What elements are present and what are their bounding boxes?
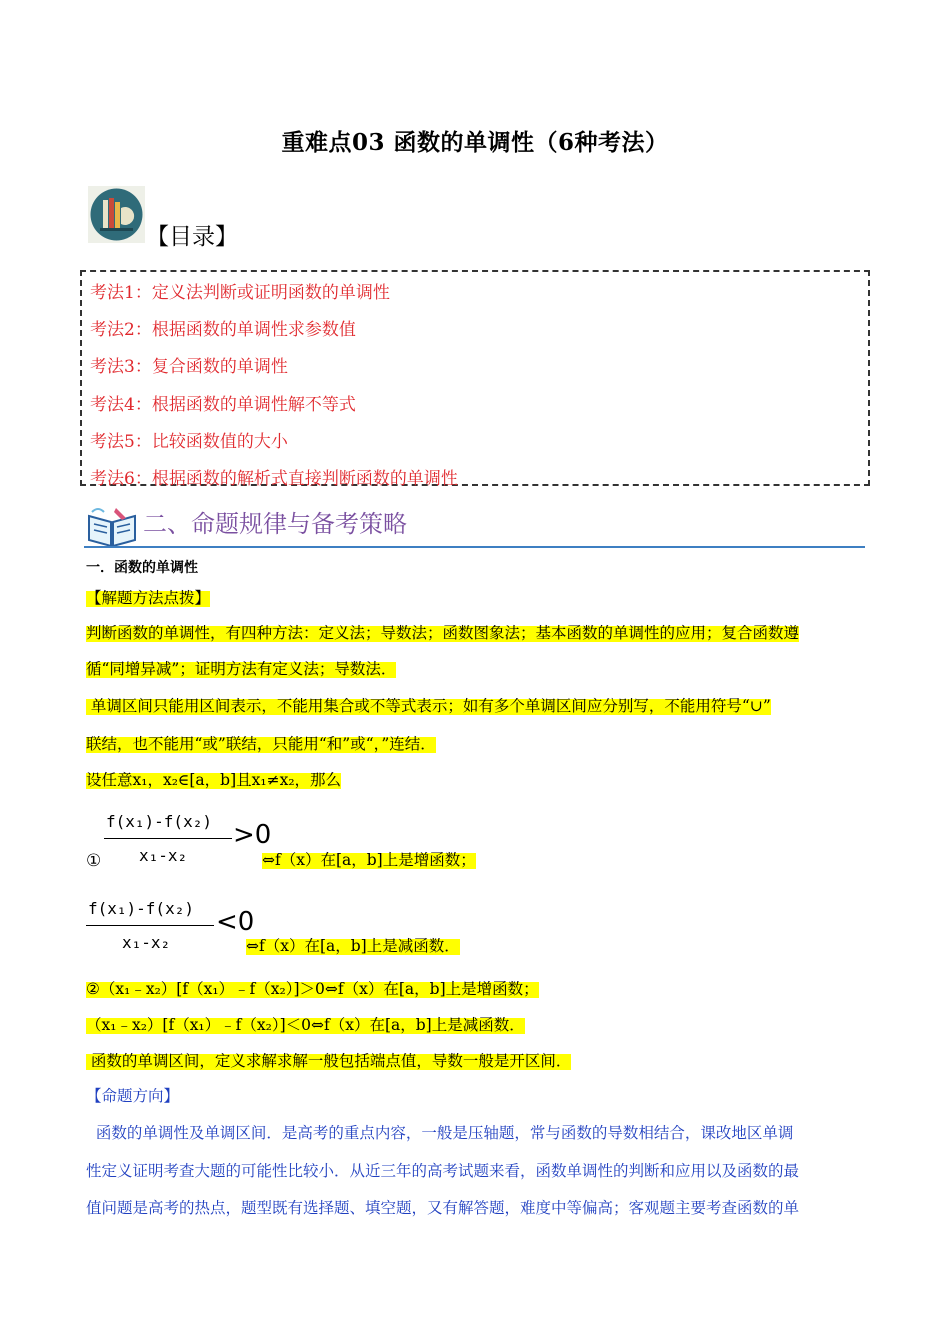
open-book-icon (86, 504, 138, 550)
toc-heading: 【目录】 (146, 224, 238, 250)
toc-item-2[interactable]: 考法2：根据函数的单调性求参数值 (90, 320, 356, 340)
formula-2-numerator: f(x₁)-f(x₂) (88, 899, 194, 918)
method-line-2: 循“同增异减”；证明方法有定义法；导数法． (86, 660, 397, 678)
interval-note: 函数的单调区间，定义求解求解一般包括端点值，导数一般是开区间． (86, 1052, 572, 1070)
fraction-bar (86, 925, 214, 926)
section-divider (84, 546, 865, 548)
direction-line-2: 性定义证明考查大题的可能性比较小．从近三年的高考试题来看，函数单调性的判断和应用以及函数的最 (86, 1162, 800, 1180)
rule-line-2a: ②（x₁﹣x₂）[f（x₁）﹣f（x₂）]＞0⇔f（x）在[a，b]上是增函数； (86, 980, 539, 998)
formula-1-relation: >0 (233, 820, 272, 850)
section-heading: 二、命题规律与备考策略 (143, 510, 407, 538)
subsection-title: 一．函数的单调性 (86, 560, 198, 576)
toc-item-5[interactable]: 考法5：比较函数值的大小 (90, 432, 288, 452)
formula-1-conclusion: ⇔f（x）在[a，b]上是增函数； (262, 851, 476, 869)
formula-1 (86, 810, 286, 870)
direction-line-1: 函数的单调性及单调区间．是高考的重点内容，一般是压轴题，常与函数的导数相结合，课改地区单调 (86, 1124, 794, 1142)
formula-1-denominator: x₁-x₂ (139, 846, 188, 865)
method-line-3: 单调区间只能用区间表示，不能用集合或不等式表示；如有多个单调区间应分别写，不能用符号“∪” (86, 697, 771, 715)
page-title: 重难点03 函数的单调性（6种考法） (281, 129, 669, 156)
direction-tag: 【命题方向】 (86, 1087, 180, 1105)
toc-item-3[interactable]: 考法3：复合函数的单调性 (90, 357, 288, 377)
toc-item-6[interactable]: 考法6：根据函数的解析式直接判断函数的单调性 (90, 469, 458, 489)
formula-2-relation: <0 (216, 907, 255, 937)
books-icon (88, 186, 145, 243)
fraction-bar (104, 838, 232, 839)
rule-line-2b: （x₁﹣x₂）[f（x₁）﹣f（x₂）]＜0⇔f（x）在[a，b]上是减函数． (86, 1016, 525, 1034)
formula-1-marker: ① (86, 851, 102, 871)
toc-item-4[interactable]: 考法4：根据函数的单调性解不等式 (90, 395, 356, 415)
method-line-1: 判断函数的单调性，有四种方法：定义法；导数法；函数图象法；基本函数的单调性的应用；复合函数遵 (86, 624, 800, 642)
direction-line-3: 值问题是高考的热点，题型既有选择题、填空题，又有解答题，难度中等偏高；客观题主要考查函数的单 (86, 1199, 800, 1217)
method-line-4: 联结，也不能用“或”联结，只能用“和”或“，”连结． (86, 735, 436, 753)
toc-item-1[interactable]: 考法1：定义法判断或证明函数的单调性 (90, 283, 390, 303)
formula-2-denominator: x₁-x₂ (122, 933, 171, 952)
formula-1-numerator: f(x₁)-f(x₂) (106, 812, 212, 831)
toc-box (80, 270, 870, 489)
method-line-5: 设任意x₁，x₂∈[a，b]且x₁≠x₂，那么 (86, 771, 342, 789)
formula-2-conclusion: ⇔f（x）在[a，b]上是减函数． (246, 937, 460, 955)
method-tag: 【解题方法点拨】 (86, 589, 211, 607)
